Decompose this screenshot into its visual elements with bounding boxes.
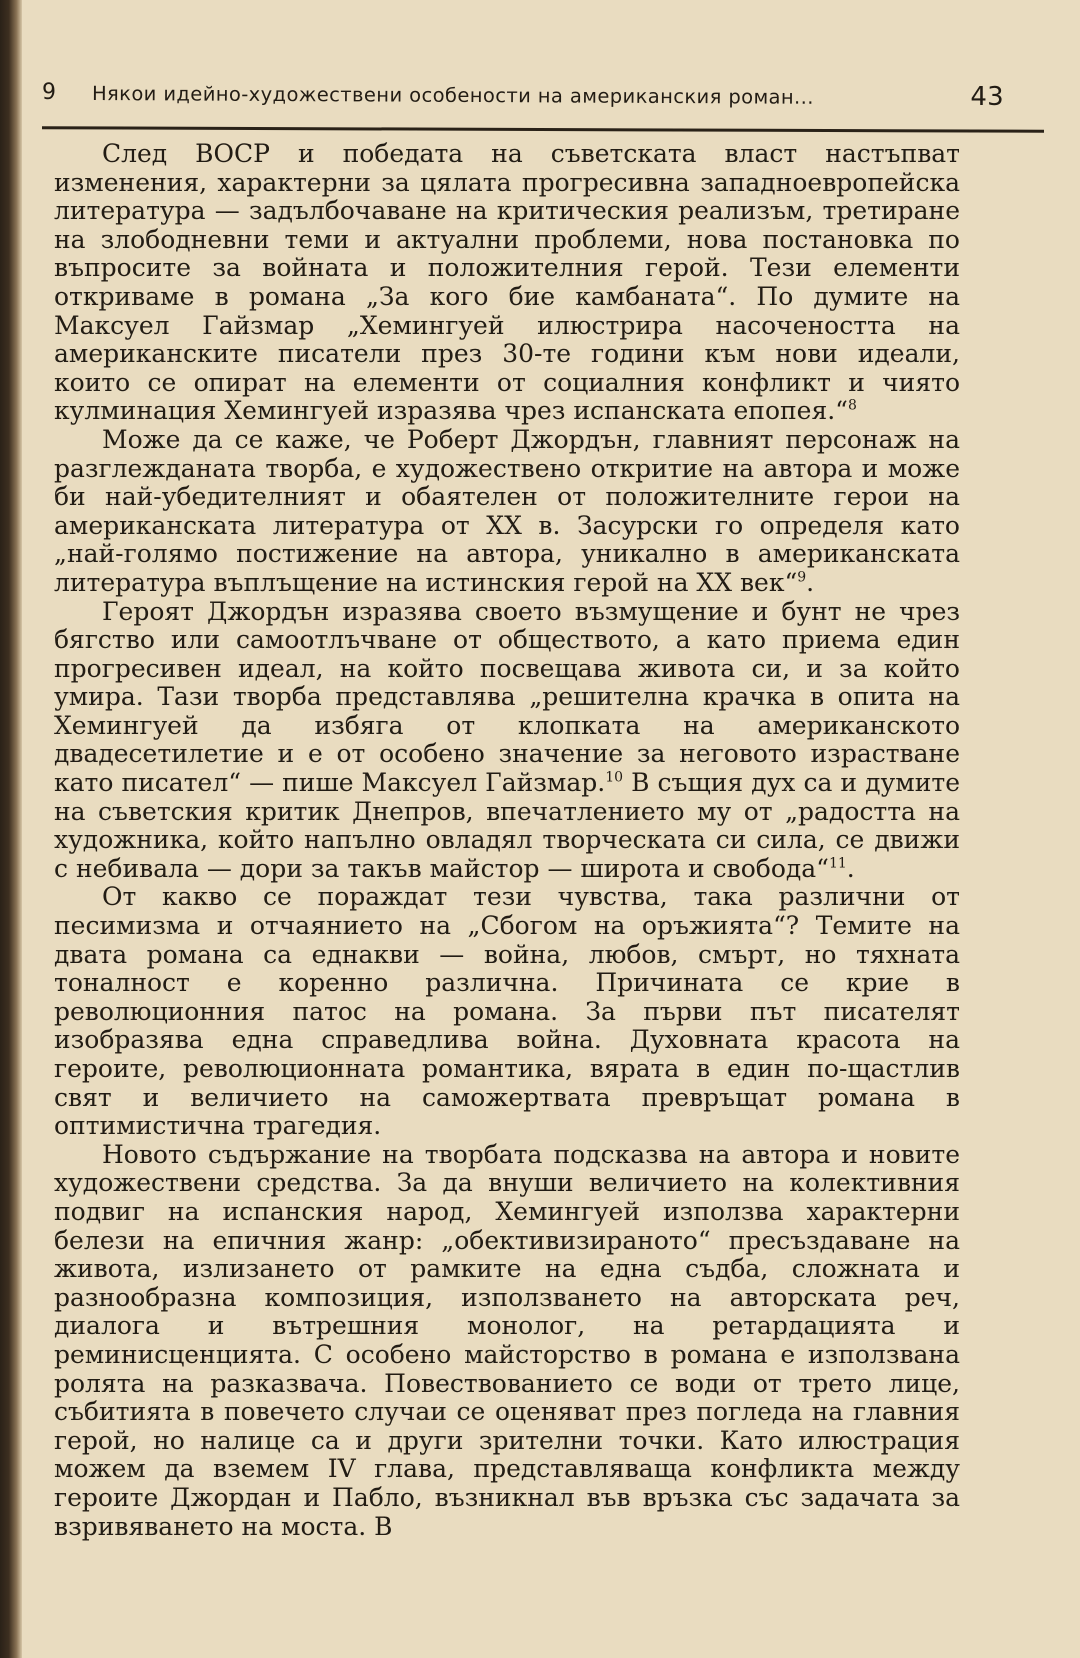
header-rule bbox=[42, 126, 1044, 132]
page-number: 43 bbox=[970, 82, 1004, 112]
chapter-number: 9 bbox=[42, 80, 57, 105]
book-binding-edge bbox=[0, 0, 22, 1658]
paragraph-1: След ВОСР и победата на съветската власт настъпват изменения, характерни за цялата прогресивна западноевропейска литература — задълбочаване на критическия реализъм, третиране на злободневни теми и актуални проблеми, нова постановка по въпросите за войната и положителния герой. Тези елементи откриваме в романа „За кого бие камбаната“. По думите на Максуел Гайзмар „Хемингуей илюстрира насочеността на американските писатели през 30-те години към нови идеали, които се опират на елементи от социалния конфликт и чиято кулминация Хемингуей изразява чрез испанската епопея.“$^8$ bbox=[54, 139, 960, 426]
running-head bbox=[42, 58, 1050, 120]
footnote-ref-8[interactable]: 8 bbox=[847, 398, 857, 415]
paragraph-5: Новото съдържание на творбата подсказва на автора и новите художествени средства. За да внуши величието на колективния подвиг на испанския народ, Хемингуей използва характерни белези на епичния жанр: „обективизираното“ пресъздаване на живота, излизането от рамките на една съдба, сложната и разнообразна композиция, използването на авторската реч, диалога и вътрешния монолог, на ретардацията и реминисценцията. С особено майсторство в романа е използвана ролята на разказвача. Повествованието се води от трето лице, събитията в повечето случаи се оценяват през погледа на главния герой, но налице са и други зрителни точки. Като илюстрация можем да вземем IV глава, представляваща конфликта между героите Джордан и Пабло, възникнал във връзка със задачата за взривяването на моста. В bbox=[54, 1139, 960, 1541]
paragraph-4: От какво се пораждат тези чувства, така различни от песимизма и отчаянието на „Сбогом на оръжията“? Темите на двата романа са еднакви — война, любов, смърт, но тяхната тоналност е коренно различна. Причината се крие в революционния патос на романа. За първи път писателят изобразява една справедлива война. Духовната красота на героите, революционната романтика, вярата в един по-щастлив свят и величието на саможертвата превръщат романа в оптимистична трагедия. bbox=[54, 882, 960, 1141]
paragraph-2: Може да се каже, че Роберт Джордън, главният персонаж на разглежданата творба, е художествено откритие на автора и може би най-убедителният и обаятелен от положителните герои на американската литература от XX в. Засурски го определя като „най-голямо постижение на автора, уникално в американската литература въплъщение на истинския герой на XX век“$^9$. bbox=[54, 424, 960, 597]
footnote-ref-10[interactable]: 10 bbox=[605, 769, 624, 786]
running-head-title: Някои идейно-художествени особености на американския роман... bbox=[91, 82, 814, 109]
book-page bbox=[42, 58, 1050, 1541]
body-text bbox=[54, 140, 960, 1541]
footnote-ref-11[interactable]: 11 bbox=[828, 855, 847, 872]
footnote-ref-9[interactable]: 9 bbox=[797, 569, 807, 586]
paragraph-3: Героят Джордън изразява своето възмущение и бунт не чрез бягство или самоотлъчване от обществото, а като приема един прогресивен идеал, на който посвещава живота си, и за който умира. Тази творба представлява „решителна крачка в опита на Хемингуей да избяга от клопката на американското двадесетилетие и е от особено значение за неговото израстване като писател“ — пише Максуел Гайзмар.$^{10}$ В същия дух са и думите на съветския критик Днепров, впечатлението му от „радостта на художника, който напълно овладял творческата си сила, се движи с небивала — дори за такъв майстор — широта и свобода“$^{11}$. bbox=[54, 596, 960, 883]
